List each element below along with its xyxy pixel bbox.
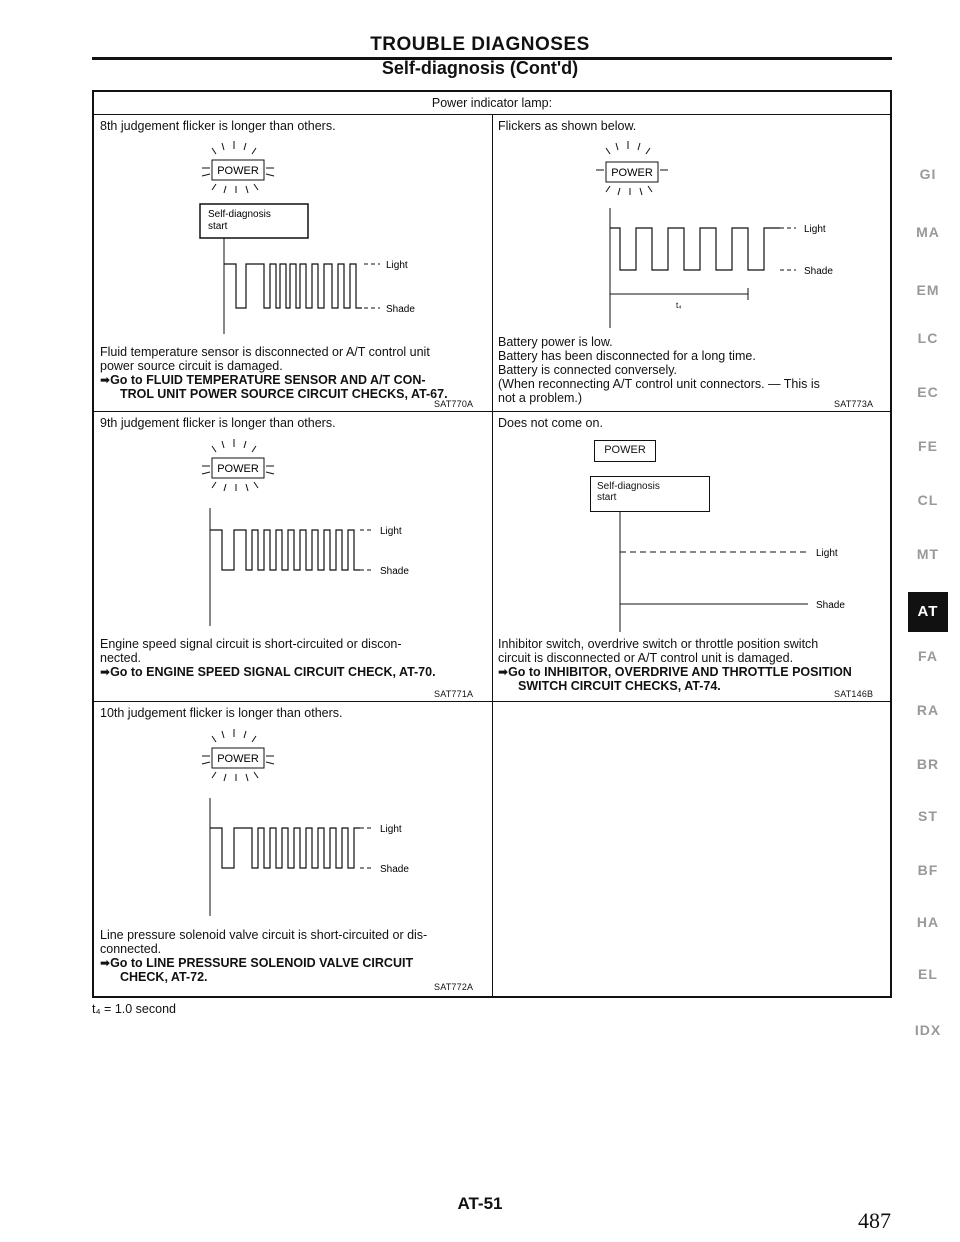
action-line: Go to INHIBITOR, OVERDRIVE AND THROTTLE POSITION bbox=[508, 665, 852, 679]
cell-8-waveform bbox=[194, 138, 474, 338]
action-line: Go to FLUID TEMPERATURE SENSOR AND A/T CON- bbox=[110, 373, 426, 387]
arrow-icon: ➡ bbox=[100, 665, 111, 679]
figure-code: SAT771A bbox=[434, 689, 474, 699]
action-line: CHECK, AT-72. bbox=[120, 970, 208, 984]
light-label: Light bbox=[380, 526, 402, 537]
arrow-icon: ➡ bbox=[498, 665, 509, 679]
action-line: Go to LINE PRESSURE SOLENOID VALVE CIRCUIT bbox=[110, 956, 414, 970]
shade-label: Shade bbox=[386, 304, 415, 315]
desc-line: Fluid temperature sensor is disconnected or A/T control unit bbox=[100, 345, 430, 359]
section-tab-ec[interactable]: EC bbox=[917, 384, 939, 400]
cell-10-description bbox=[100, 928, 490, 984]
desc-line: power source circuit is damaged. bbox=[100, 359, 283, 373]
desc-line: circuit is disconnected or A/T control unit is damaged. bbox=[498, 651, 794, 665]
cell-flicker-description bbox=[498, 335, 888, 405]
arrow-icon: ➡ bbox=[100, 956, 111, 970]
desc-line: Battery has been disconnected for a long time. bbox=[498, 349, 756, 363]
section-tab-fa[interactable]: FA bbox=[918, 648, 938, 664]
action-line: SWITCH CIRCUIT CHECKS, AT-74. bbox=[518, 679, 721, 693]
cell-8-description bbox=[100, 345, 490, 401]
table-rule bbox=[94, 411, 890, 412]
section-tab-lc[interactable]: LC bbox=[917, 330, 939, 346]
footnote: t₄ = 1.0 second bbox=[92, 1002, 176, 1016]
cell-noton-waveform bbox=[594, 512, 884, 632]
desc-line: (When reconnecting A/T control unit connectors. — This is bbox=[498, 377, 820, 391]
shade-label: Shade bbox=[380, 566, 409, 577]
shade-label: Shade bbox=[816, 600, 845, 611]
cell-noton-description bbox=[498, 637, 888, 693]
figure-code: SAT770A bbox=[434, 399, 474, 409]
light-label: Light bbox=[816, 548, 838, 559]
section-tab-em[interactable]: EM bbox=[916, 282, 940, 298]
figure-code: SAT146B bbox=[834, 689, 874, 699]
section-tab-cl[interactable]: CL bbox=[917, 492, 939, 508]
section-tab-at[interactable]: AT bbox=[908, 592, 948, 632]
diagnosis-table bbox=[92, 90, 892, 998]
cell-10-judgement: 10th judgement flicker is longer than others. bbox=[100, 706, 343, 720]
desc-line: Battery is connected conversely. bbox=[498, 363, 678, 377]
section-tab-mt[interactable]: MT bbox=[916, 546, 940, 562]
power-lamp-label: POWER bbox=[611, 167, 653, 179]
desc-line: not a problem.) bbox=[498, 391, 583, 405]
cell-9-description bbox=[100, 637, 490, 679]
t4-label: t₄ bbox=[676, 301, 682, 310]
section-tab-ma[interactable]: MA bbox=[916, 224, 940, 240]
page-reference: AT-51 bbox=[457, 1194, 503, 1213]
section-tab-st[interactable]: ST bbox=[918, 808, 938, 824]
self-diag-start-label: start bbox=[597, 492, 617, 503]
section-tab-bf[interactable]: BF bbox=[917, 862, 939, 878]
section-tab-ra[interactable]: RA bbox=[916, 702, 940, 718]
desc-line: connected. bbox=[100, 942, 162, 956]
cell-9-judgement: 9th judgement flicker is longer than others. bbox=[100, 416, 336, 430]
section-tab-ha[interactable]: HA bbox=[916, 914, 940, 930]
page-subtitle: Self-diagnosis (Cont'd) bbox=[381, 58, 579, 78]
desc-line: nected. bbox=[100, 651, 142, 665]
section-tab-el[interactable]: EL bbox=[918, 966, 938, 982]
desc-line: Engine speed signal circuit is short-circuited or discon- bbox=[100, 637, 402, 651]
cell-10-waveform bbox=[194, 726, 474, 916]
desc-line: Line pressure solenoid valve circuit is short-circuited or dis- bbox=[100, 928, 428, 942]
table-caption: Power indicator lamp: bbox=[431, 96, 553, 110]
self-diag-label: Self-diagnosis bbox=[208, 209, 271, 220]
column-divider bbox=[492, 114, 493, 996]
section-tab-fe[interactable]: FE bbox=[918, 438, 938, 454]
light-label: Light bbox=[804, 224, 826, 235]
page-number: 487 bbox=[858, 1208, 891, 1233]
light-label: Light bbox=[386, 260, 408, 271]
cell-9-waveform bbox=[194, 436, 474, 626]
section-tab-br[interactable]: BR bbox=[916, 756, 940, 772]
self-diag-box bbox=[590, 476, 710, 512]
figure-code: SAT772A bbox=[434, 982, 474, 992]
section-tab-idx[interactable]: IDX bbox=[914, 1022, 942, 1038]
power-lamp-label: POWER bbox=[217, 753, 259, 765]
light-label: Light bbox=[380, 824, 402, 835]
power-lamp-label: POWER bbox=[217, 463, 259, 475]
arrow-icon: ➡ bbox=[100, 373, 111, 387]
cell-flicker-judgement: Flickers as shown below. bbox=[498, 119, 637, 133]
section-tab-gi[interactable]: GI bbox=[919, 166, 937, 182]
figure-code: SAT773A bbox=[834, 399, 874, 409]
shade-label: Shade bbox=[380, 864, 409, 875]
self-diag-label: Self-diagnosis bbox=[597, 481, 660, 492]
cell-8-judgement: 8th judgement flicker is longer than others. bbox=[100, 119, 336, 133]
action-line: Go to ENGINE SPEED SIGNAL CIRCUIT CHECK, AT-70. bbox=[110, 665, 436, 679]
cell-noton-judgement: Does not come on. bbox=[498, 416, 603, 430]
table-rule bbox=[94, 701, 890, 702]
self-diag-start-label: start bbox=[208, 221, 228, 232]
shade-label: Shade bbox=[804, 266, 833, 277]
power-lamp-label: POWER bbox=[217, 165, 259, 177]
desc-line: Inhibitor switch, overdrive switch or throttle position switch bbox=[498, 637, 819, 651]
power-lamp: POWER bbox=[594, 440, 656, 462]
page-title: TROUBLE DIAGNOSES bbox=[370, 34, 590, 55]
desc-line: Battery power is low. bbox=[498, 335, 613, 349]
cell-flicker-waveform bbox=[584, 138, 884, 338]
action-line: TROL UNIT POWER SOURCE CIRCUIT CHECKS, AT-67. bbox=[120, 387, 448, 401]
